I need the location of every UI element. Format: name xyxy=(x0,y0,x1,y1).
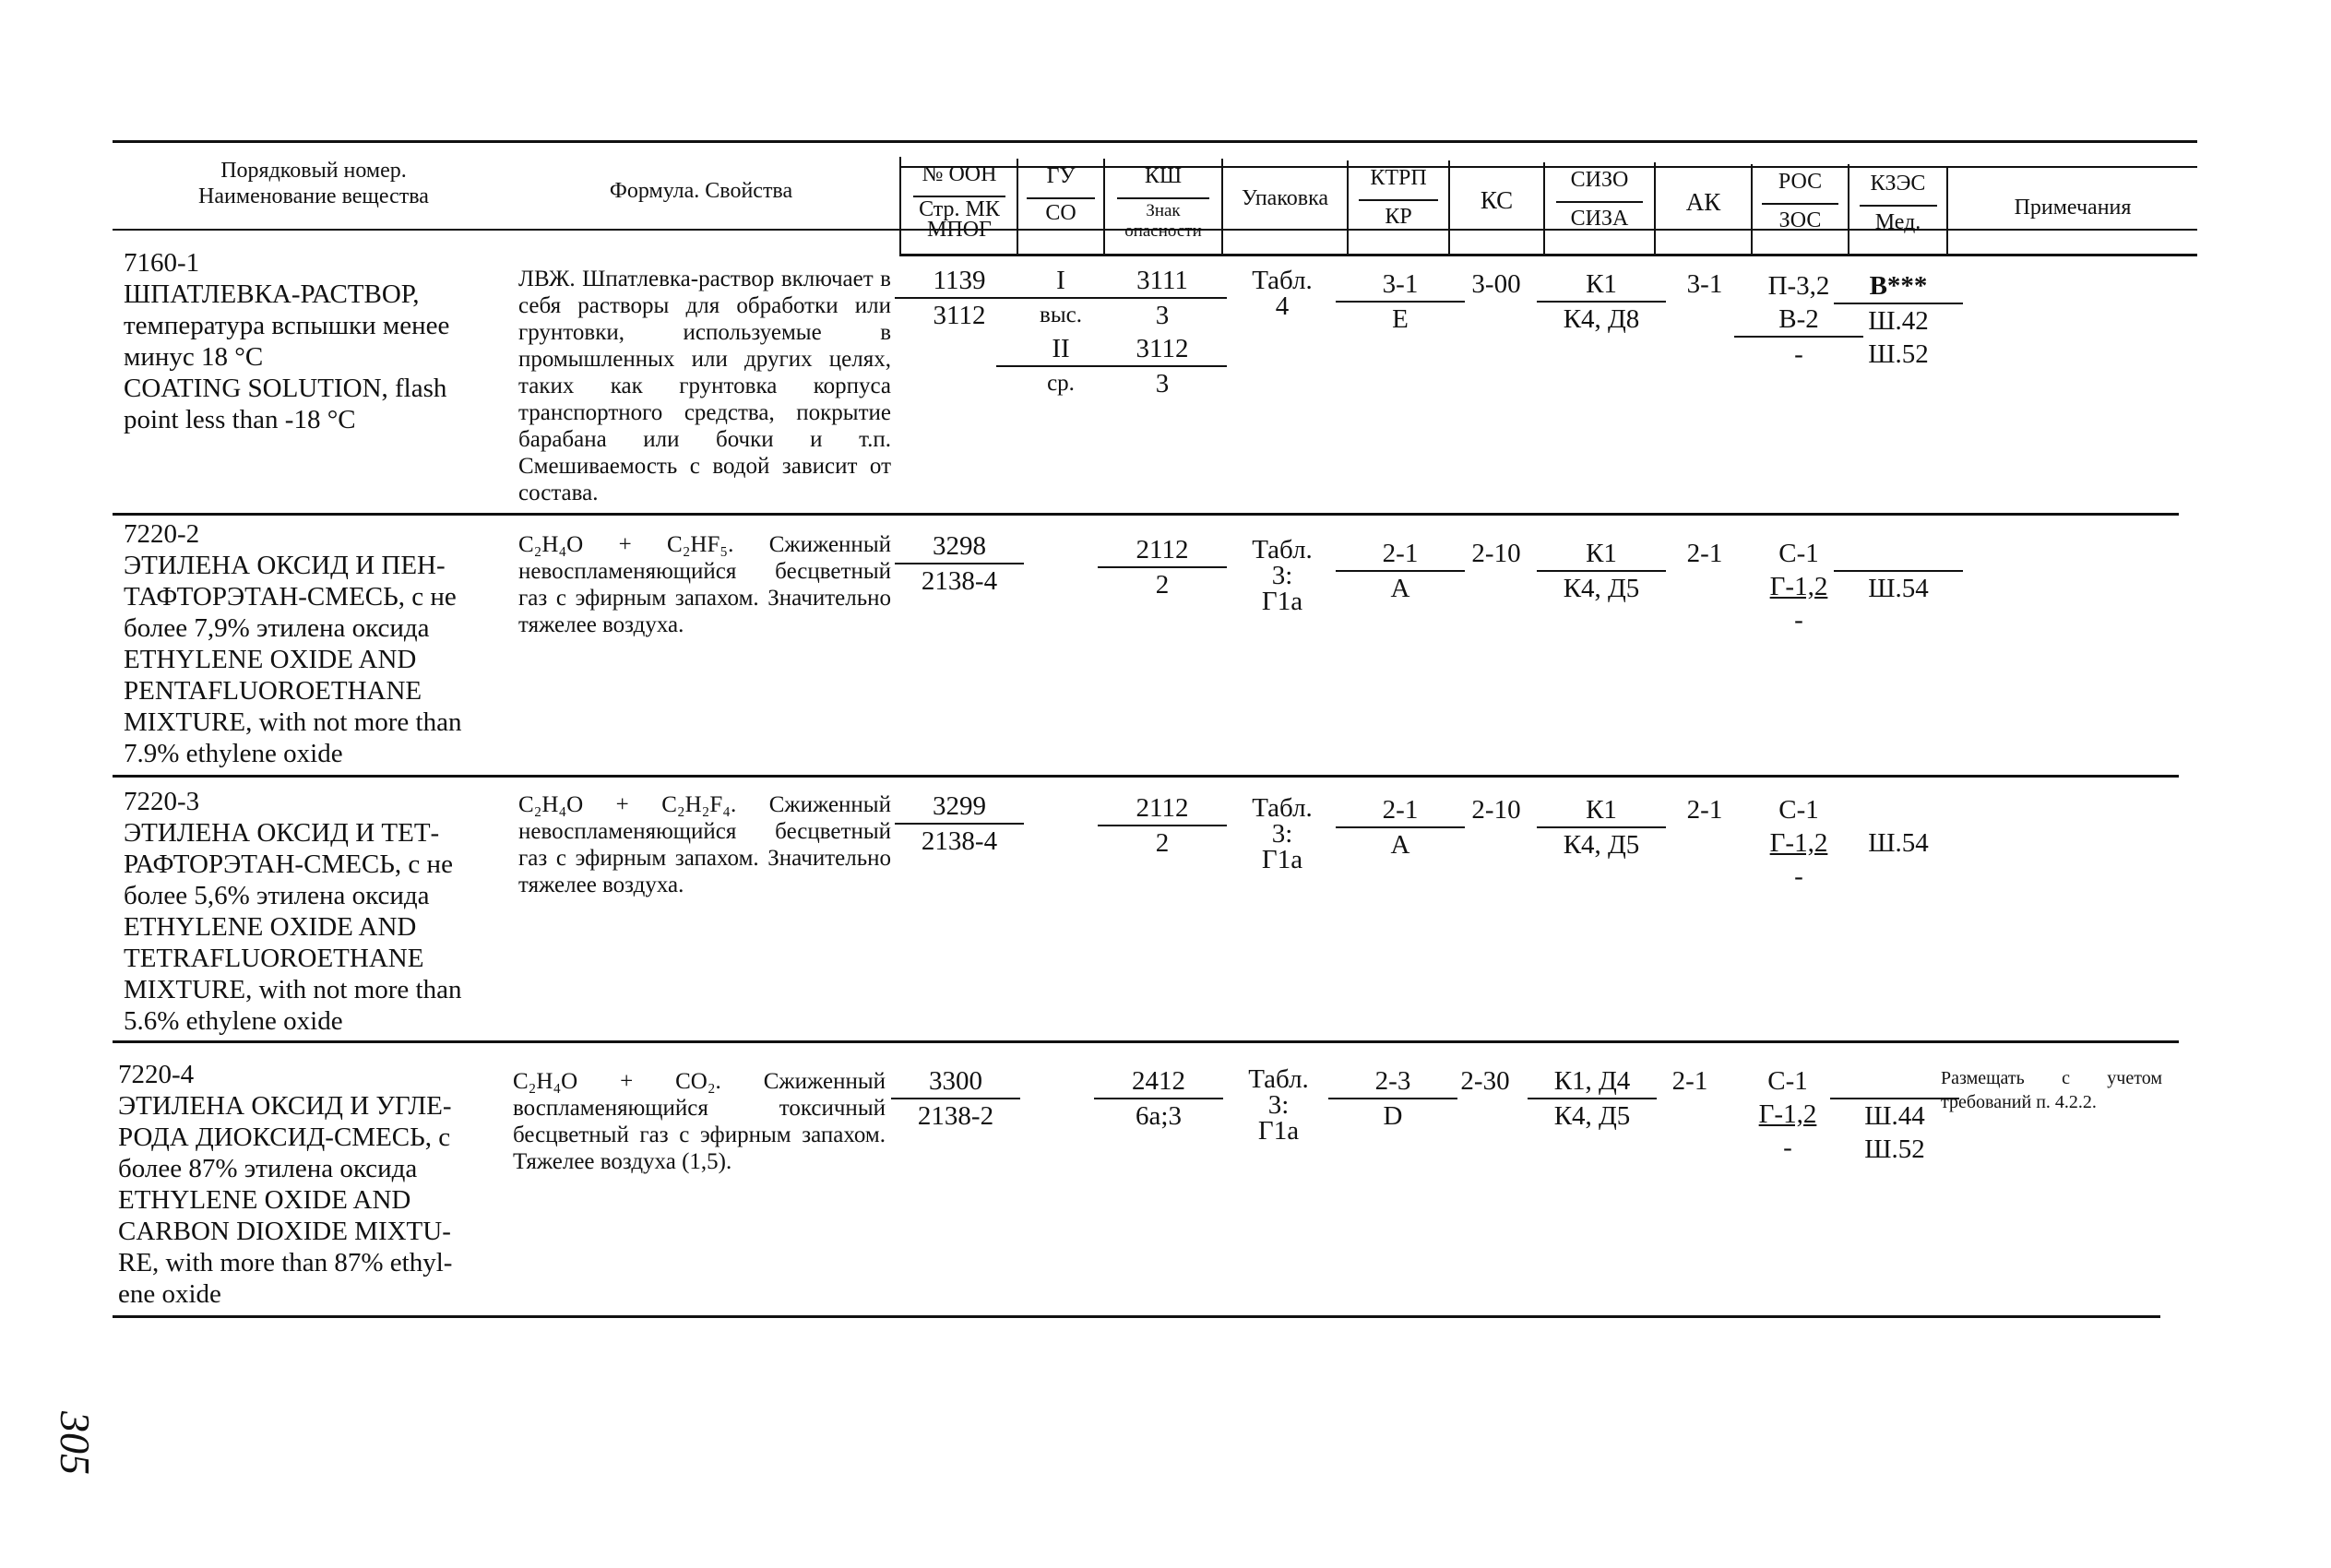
header-col-name: Порядковый номер. Наименование вещества xyxy=(198,159,429,208)
kr-value: A xyxy=(1336,570,1465,605)
row-3-ktrp xyxy=(1336,793,1465,861)
zos-value: - xyxy=(1734,336,1863,371)
un-number: 3298 xyxy=(933,531,986,561)
med-value: Ш.52 xyxy=(1864,1134,1925,1164)
header-un-number: № ООН xyxy=(922,162,997,186)
siza-value: К4, Д5 xyxy=(1528,1098,1657,1133)
kzes-value: В*** xyxy=(1869,271,1928,301)
row-4-formula: C₂H₄O + CO₂. Сжиженный воспламеняющийся токсичный бесцветный газ с эфирным запахом. Тяжелее воздуха (1,5). xyxy=(513,1069,886,1174)
row-1-name: 7160-1 ШПАТЛЕВКА-РАСТВОР, температура вспышки менее минус 18 °С COATING SOLUTION, flash point less than -18 °C xyxy=(124,248,450,434)
sizo-value: К1 xyxy=(1586,539,1617,568)
sizo-value: К1 xyxy=(1586,795,1617,825)
row-2-pack: Табл. 3: Г1а xyxy=(1252,535,1313,616)
sizo-value: К1 xyxy=(1586,269,1617,299)
header-col-notes: Примечания xyxy=(2014,196,2132,220)
ktrp-value: 2-3 xyxy=(1374,1066,1411,1096)
row-2-ktrp xyxy=(1336,537,1465,605)
row-4-ktrp xyxy=(1328,1064,1457,1133)
header-sizo: СИЗО xyxy=(1570,168,1629,192)
danger-sign-value: 3 xyxy=(1098,297,1227,332)
row-3-pack: Табл. 3: Г1а xyxy=(1252,793,1313,874)
row-3-ksh xyxy=(1098,791,1227,860)
danger-sign-value: 3 xyxy=(1098,365,1227,400)
row-4-ks: 2-30 xyxy=(1460,1066,1510,1096)
ros-value: В-2 xyxy=(1778,304,1819,334)
med-value: Ш.42 xyxy=(1834,303,1963,338)
row-2-name: 7220-2 ЭТИЛЕНА ОКСИД И ПЕН- ТАФТОРЭТАН-СМЕСЬ, с не более 7,9% этилена оксида ETHYLENE OXIDE AND PENTAFLUOROETHANE MIXTURE, with not more than 7.9% ethylene oxide xyxy=(124,519,462,768)
header-gu: ГУ xyxy=(1046,164,1076,188)
row-3-ak: 2-1 xyxy=(1686,795,1723,825)
so-value: ср. xyxy=(996,365,1125,400)
header-mk-mpog: Стр. МК МПОГ xyxy=(919,197,1000,242)
row-3-sizo xyxy=(1537,793,1666,861)
row-2-formula: C₂H₄O + C₂HF₅. Сжиженный невоспламеняющийся бесцветный газ с эфирным запахом. Значительно тяжелее воздуха. xyxy=(518,532,891,637)
mk-page: 2138-4 xyxy=(895,563,1024,598)
header-col-un xyxy=(902,159,1017,251)
gu-value: II xyxy=(1052,334,1070,363)
row-2-ksh xyxy=(1098,533,1227,601)
ros-value: С-1 xyxy=(1767,1066,1808,1096)
un-number: 3300 xyxy=(929,1066,982,1096)
row-2-un xyxy=(895,529,1024,598)
row-4-ak: 2-1 xyxy=(1671,1066,1708,1096)
danger-sign-value: 6а;3 xyxy=(1094,1098,1223,1133)
row-1-sizo xyxy=(1537,267,1666,336)
row-separator xyxy=(113,513,2179,516)
siza-value: К4, Д5 xyxy=(1537,826,1666,861)
mk-page: 2138-2 xyxy=(891,1098,1020,1133)
header-so: СО xyxy=(1045,201,1076,225)
med-value: Ш.44 xyxy=(1830,1098,1959,1133)
ros-value: Г-1,2 xyxy=(1769,828,1828,858)
header-frac-bar xyxy=(1117,197,1210,199)
zos-value: - xyxy=(1783,1133,1792,1162)
row-3-un xyxy=(895,790,1024,858)
header-kzes: КЗЭС xyxy=(1870,172,1926,196)
table-top-rule xyxy=(113,140,2197,143)
header-divider xyxy=(899,157,901,254)
row-1-ks: 3-00 xyxy=(1471,269,1521,299)
header-col-gu xyxy=(1018,160,1103,253)
header-kr: КР xyxy=(1385,205,1412,229)
row-1-ksh xyxy=(1098,264,1227,400)
row-4-pack: Табл. 3: Г1а xyxy=(1248,1064,1309,1146)
ktrp-value: 2-1 xyxy=(1382,539,1419,568)
ksh-value: 2112 xyxy=(1136,535,1189,564)
siza-value: К4, Д5 xyxy=(1537,570,1666,605)
so-value: выс. xyxy=(996,297,1125,332)
page-number: 305 xyxy=(52,1411,99,1475)
header-col-ks: КС xyxy=(1480,186,1514,214)
header-col-ksh xyxy=(1105,160,1221,253)
row-2-ks: 2-10 xyxy=(1471,539,1521,568)
row-1-pack: Табл. 4 xyxy=(1252,266,1313,321)
mk-page: 3112 xyxy=(895,297,1024,332)
ksh-value: 3112 xyxy=(1136,334,1189,363)
ksh-value: 2112 xyxy=(1136,793,1189,823)
row-3-name: 7220-3 ЭТИЛЕНА ОКСИД И ТЕТ- РАФТОРЭТАН-СМЕСЬ, с не более 5,6% этилена оксида ETHYLENE OXIDE AND TETRAFLUOROETHANE MIXTURE, with not more than 5.6% ethylene oxide xyxy=(124,787,462,1036)
ros-value: С-1 xyxy=(1778,795,1819,825)
header-frac-bar xyxy=(1860,205,1937,207)
header-frac-bar xyxy=(1762,203,1837,205)
zos-value: - xyxy=(1794,605,1803,635)
header-col-ktrp xyxy=(1349,162,1448,255)
ktrp-value: 2-1 xyxy=(1382,795,1419,825)
mk-page: 2138-4 xyxy=(895,823,1024,858)
ros-value: С-1 xyxy=(1778,539,1819,568)
header-frac-bar xyxy=(1027,197,1095,199)
ksh-value: 2412 xyxy=(1132,1066,1185,1096)
danger-sign-value: 2 xyxy=(1098,566,1227,601)
header-danger-sign: Знак опасности xyxy=(1124,201,1202,241)
kr-value: A xyxy=(1336,826,1465,861)
ros-value: П-3,2 xyxy=(1767,271,1830,301)
ksh-value: 3111 xyxy=(1136,266,1188,295)
header-col-pack: Упаковка xyxy=(1241,186,1329,210)
kzes-value xyxy=(1834,537,1963,570)
med-value: Ш.54 xyxy=(1834,570,1963,605)
kr-value: D xyxy=(1328,1098,1457,1133)
danger-sign-value: 2 xyxy=(1098,825,1227,860)
row-4-ksh xyxy=(1094,1064,1223,1133)
kzes-value xyxy=(1834,793,1963,826)
un-number: 3299 xyxy=(933,791,986,821)
row-2-kzes xyxy=(1834,537,1963,605)
header-med: Мед. xyxy=(1874,210,1921,234)
ros-value: Г-1,2 xyxy=(1769,572,1828,601)
header-frac-bar xyxy=(1556,201,1643,203)
header-ktrp: КТРП xyxy=(1370,166,1427,190)
row-3-formula: C₂H₄O + C₂H₂F₄. Сжиженный невоспламеняющийся бесцветный газ с эфирным запахом. Значительно тяжелее воздуха. xyxy=(518,792,891,897)
header-frac-bar xyxy=(1359,199,1438,201)
header-col-ros xyxy=(1753,164,1848,256)
ktrp-value: 3-1 xyxy=(1382,269,1419,299)
row-1-ak: 3-1 xyxy=(1686,269,1723,299)
siza-value: К4, Д8 xyxy=(1537,301,1666,336)
med-value: Ш.54 xyxy=(1868,828,1929,858)
sizo-value: К1, Д4 xyxy=(1553,1066,1631,1096)
row-4-kzes xyxy=(1830,1064,1959,1166)
row-separator xyxy=(113,1040,2179,1043)
row-separator xyxy=(113,775,2179,778)
header-ksh: КШ xyxy=(1144,164,1183,188)
row-4-sizo xyxy=(1528,1064,1657,1133)
header-ros: РОС xyxy=(1778,170,1823,194)
row-4-un xyxy=(891,1064,1020,1133)
zos-value: - xyxy=(1794,861,1803,891)
row-3-ks: 2-10 xyxy=(1471,795,1521,825)
ros-value: Г-1,2 xyxy=(1758,1099,1817,1129)
row-1-formula: ЛВЖ. Шпатлевка-раствор включает в себя растворы для обработки или грунтовки, используемые в промышленных или других целях, таких как грунтовка корпуса транспортного средства, покрытие барабана или бочки и т.п. Смешиваемость с водой зависит от состава. xyxy=(518,267,891,505)
med-value: Ш.52 xyxy=(1868,339,1929,369)
row-4-note: Размещать с учетом требований п. 4.2.2. xyxy=(1941,1068,2162,1112)
row-1-kzes xyxy=(1834,269,1963,371)
header-col-sizo xyxy=(1545,164,1654,256)
header-zos: ЗОС xyxy=(1778,208,1822,232)
gu-value: I xyxy=(1056,266,1065,295)
row-4-name: 7220-4 ЭТИЛЕНА ОКСИД И УГЛЕ- РОДА ДИОКСИД-СМЕСЬ, с более 87% этилена оксида ETHYLENE OXIDE AND CARBON DIOXIDE MIXTU- RE, with more than 87% ethyl- ene oxide xyxy=(118,1060,453,1309)
kr-value: E xyxy=(1336,301,1465,336)
header-siza: СИЗА xyxy=(1570,207,1629,231)
row-2-ak: 2-1 xyxy=(1686,539,1723,568)
table-bottom-rule xyxy=(113,1315,2160,1318)
kzes-value xyxy=(1830,1064,1959,1098)
row-1-ktrp xyxy=(1336,267,1465,336)
header-col-ak: АК xyxy=(1685,188,1721,216)
header-col-formula: Формула. Свойства xyxy=(609,179,793,203)
row-3-kzes xyxy=(1834,793,1963,860)
row-2-sizo xyxy=(1537,537,1666,605)
un-number: 1139 xyxy=(933,266,986,295)
header-col-kzes xyxy=(1849,166,1946,258)
